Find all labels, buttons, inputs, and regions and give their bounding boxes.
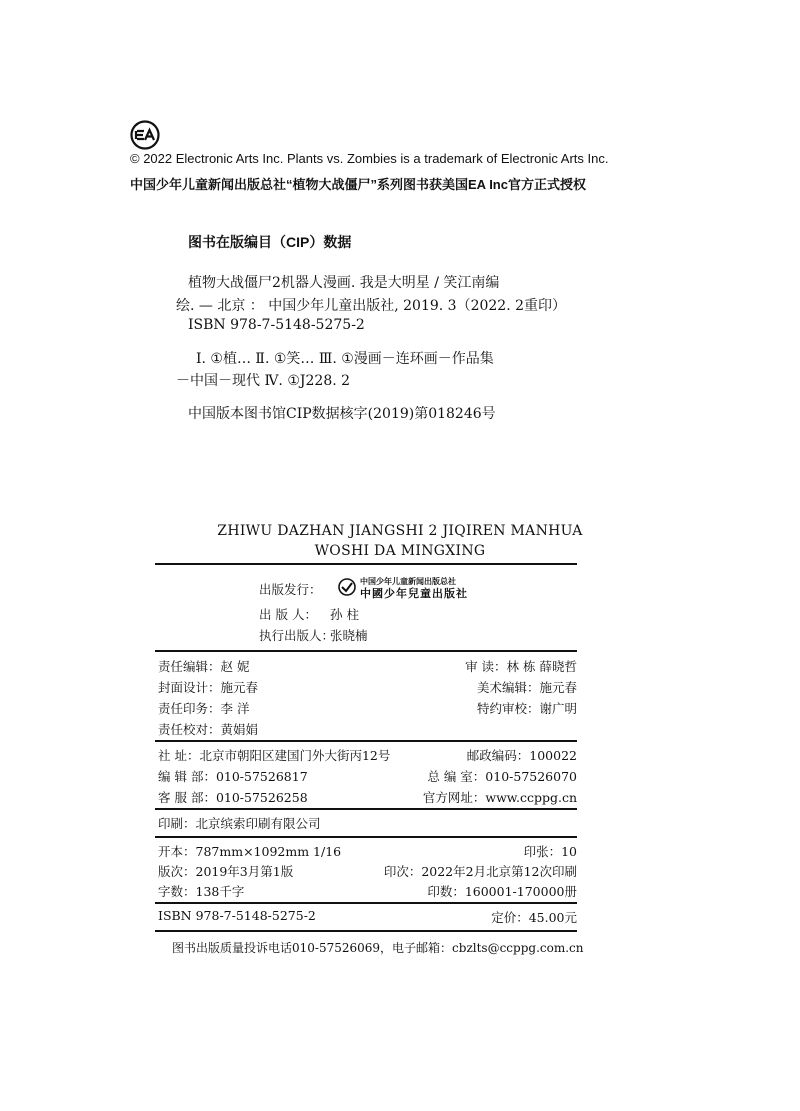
postcode: 邮政编码：100022 [466,748,577,763]
cover-design: 封面设计：施元春 [158,680,259,695]
cip-entry-line-2: 绘. — 北京 ： 中国少年儿童出版社, 2019. 3（2022. 2重印） [176,298,567,314]
cip-record-number: 中国版本图书馆CIP数据核字(2019)第018246号 [188,406,496,422]
editorial-phone: 编 辑 部：010-57526817 [158,769,308,784]
cip-entry-line-1: 植物大战僵尸2机器人漫画. 我是大明星 / 笑江南编 [188,275,500,291]
reviewer: 审 读：林 栋 薛晓哲 [465,659,577,674]
address: 社 址：北京市朝阳区建国门外大街丙12号 [158,748,391,763]
cip-isbn-line: ISBN 978-7-5148-5275-2 [188,317,365,333]
divider [155,563,577,565]
pinyin-title-line-1: ZHIWU DAZHAN JIANGSHI 2 JIQIREN MANHUA [217,523,583,539]
word-count: 字数：138千字 [158,884,245,899]
divider [155,930,577,932]
general-office-phone: 总 编 室：010-57526070 [427,769,577,784]
art-editor: 美术编辑：施元春 [476,680,577,695]
exec-publisher-label: 执行出版人： [259,628,335,643]
ea-logo-icon [130,120,160,150]
divider [155,902,577,904]
cip-class-line-1: Ⅰ. ①植… Ⅱ. ①笑… Ⅲ. ①漫画－连环画－作品集 [196,351,494,367]
divider [155,808,577,810]
publisher-label: 出 版 人： [259,607,317,622]
publisher-logo-bottom-text: 中國少年兒童出版社 [360,587,468,600]
publisher-logo-top-text: 中国少年儿童新闻出版总社 [360,577,456,586]
divider [155,650,577,652]
license-notice: 中国少年儿童新闻出版总社“植物大战僵尸”系列图书获美国EA Inc官方正式授权 [130,177,586,192]
quality-complaint-contact: 图书出版质量投诉电话010-57526069，电子邮箱：cbzlts@ccppg.com.cn [172,941,584,955]
publisher-emblem-icon [338,578,356,596]
cip-title: 图书在版编目（CIP）数据 [188,234,352,250]
editor: 责任编辑：赵 妮 [158,659,250,674]
publisher-logo [338,576,478,598]
special-reviewer: 特约审校：谢广明 [476,701,577,716]
exec-publisher-name: 张晓楠 [330,628,368,643]
divider [155,740,577,742]
proofreader: 责任校对：黄娟娟 [158,722,259,737]
format: 开本：787mm×1092mm 1/16 [158,844,342,859]
isbn: ISBN 978-7-5148-5275-2 [158,908,316,923]
price: 定价：45.00元 [491,910,577,925]
official-website: 官方网址：www.ccppg.cn [422,790,577,805]
edition: 版次：2019年3月第1版 [158,864,294,879]
print-run: 印数：160001-170000册 [427,884,577,899]
pinyin-title-line-2: WOSHI DA MINGXING [314,543,486,559]
sheets: 印张：10 [523,844,577,859]
print-manager: 责任印务：李 洋 [158,701,250,716]
divider [155,836,577,838]
publisher-name: 孙 柱 [330,607,359,622]
publish-label: 出版发行： [259,582,322,597]
customer-service-phone: 客 服 部：010-57526258 [158,790,308,805]
impression: 印次：2022年2月北京第12次印刷 [383,864,577,879]
copyright-notice: © 2022 Electronic Arts Inc. Plants vs. Zombies is a trademark of Electronic Arts Inc. [130,151,609,166]
cip-class-line-2: －中国－现代 Ⅳ. ①J228. 2 [176,373,351,389]
printer: 印刷：北京缤索印刷有限公司 [158,816,321,831]
